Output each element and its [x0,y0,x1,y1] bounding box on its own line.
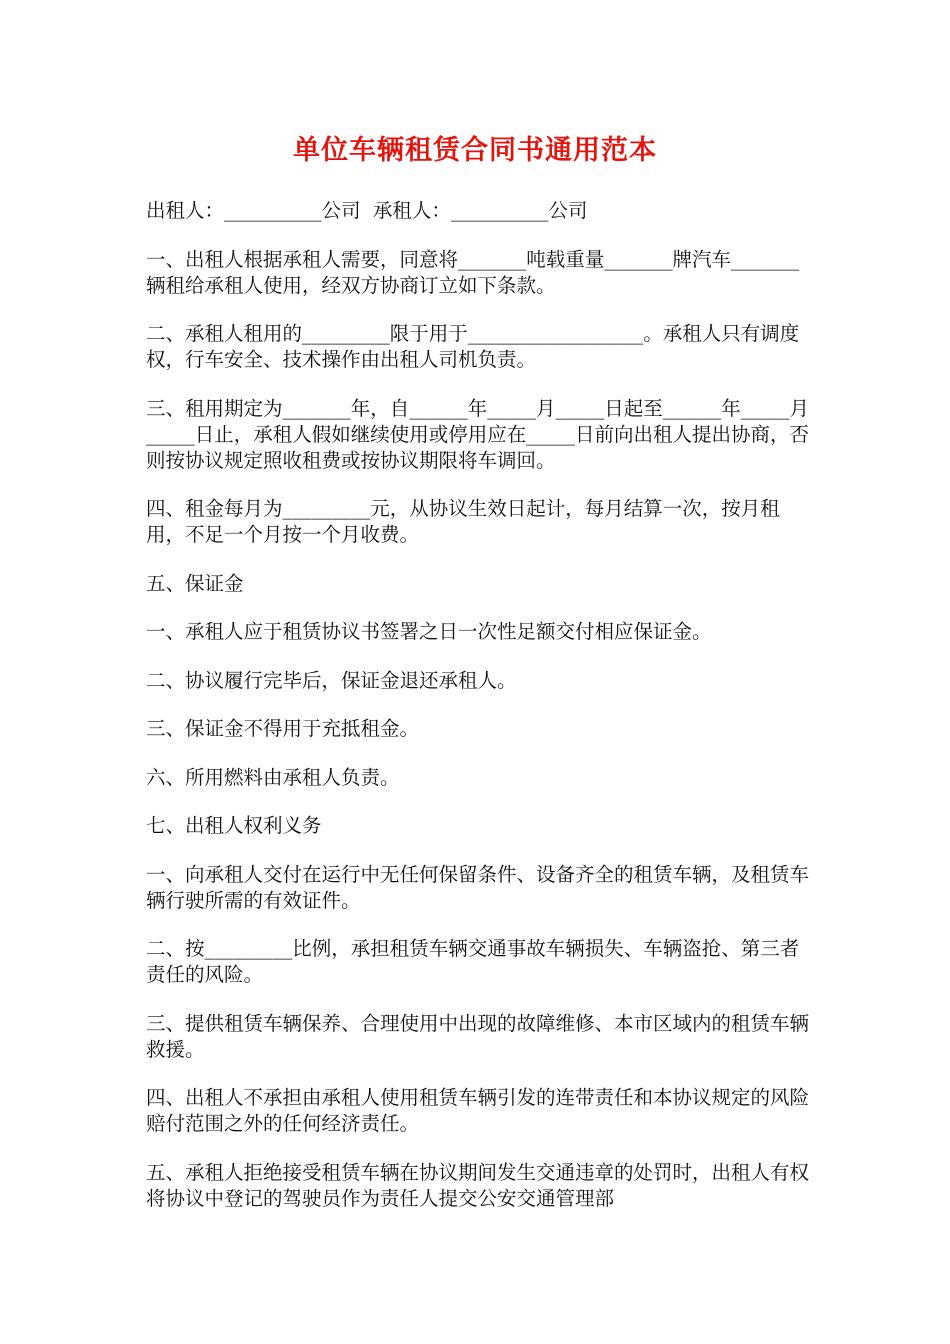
clause-1: 一、出租人根据承租人需要，同意将_______吨载重量_______牌汽车_______辆租给承租人使用，经双方协商订立如下条款。 [146,247,800,297]
clause-4: 四、租金每月为_________元，从协议生效日起计，每月结算一次，按月租用，不足一个月按一个月收费。 [146,497,780,546]
deposit-item-2: 二、协议履行完毕后，保证金退还承租人。 [146,668,517,692]
deposit-item-1: 一、承租人应于租赁协议书签署之日一次性足额交付相应保证金。 [146,620,712,643]
lessor-item-4: 四、出租人不承担由承租人使用租赁车辆引发的连带责任和本协议规定的风险赔付范围之外的任何经济责任。 [146,1086,810,1135]
lessor-item-1: 一、向承租人交付在运行中无任何保留条件、设备齐全的租赁车辆，及租赁车辆行驶所需的有效证件。 [146,862,810,912]
section-deposit-heading: 五、保证金 [146,571,244,595]
clause-3: 三、租用期定为_______年，自______年_____月_____日起至______年_____月_____日止，承租人假如继续使用或停用应在_____日前向出租人提出协商，否则按协议规定照收租费或按协议期限将车调回。 [146,396,810,472]
document-title: 单位车辆租赁合同书通用范本 [293,135,657,166]
lessor-item-2: 二、按_________比例，承担租赁车辆交通事故车辆损失、车辆盗抢、第三者责任的风险。 [146,937,800,986]
party-line: 出租人：__________公司 承租人：__________公司 [146,199,588,222]
lessor-item-5: 五、承租人拒绝接受租赁车辆在协议期间发生交通违章的处罚时，出租人有权将协议中登记的驾驶员作为责任人提交公安交通管理部 [146,1160,810,1210]
section-lessor-rights-heading: 七、出租人权利义务 [146,814,322,837]
lessor-item-3: 三、提供租赁车辆保养、合理使用中出现的故障维修、本市区域内的租赁车辆救援。 [146,1011,810,1061]
clause-2: 二、承租人租用的_________限于用于__________________。承租人只有调度权，行车安全、技术操作由出租人司机负责。 [146,322,800,371]
clause-6: 六、所用燃料由承租人负责。 [146,765,400,789]
document-body [146,198,810,1234]
deposit-item-3: 三、保证金不得用于充抵租金。 [146,717,420,740]
